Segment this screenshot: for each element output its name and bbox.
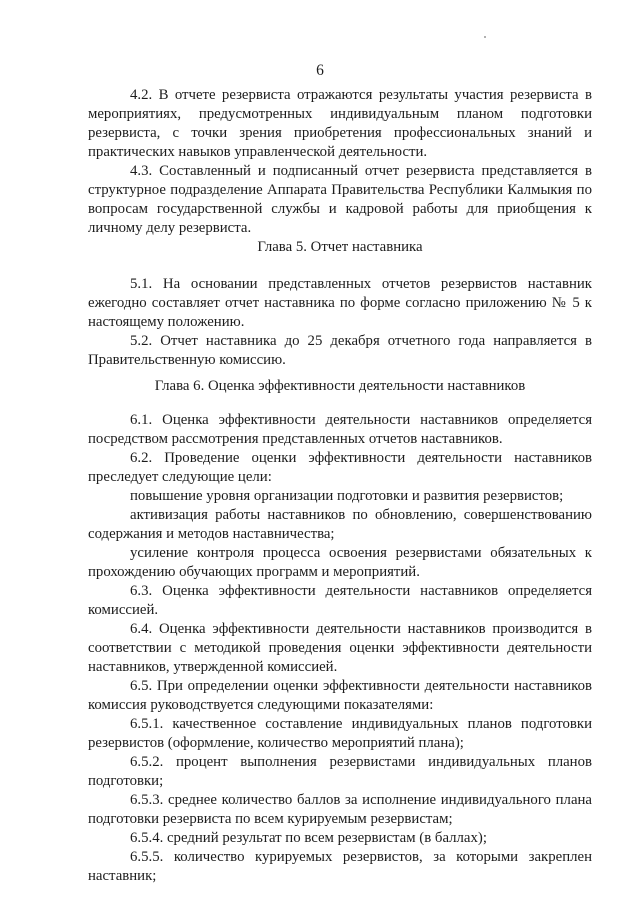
page-number: 6 [316,62,324,79]
paragraph-6-3: 6.3. Оценка эффективности деятельности наставников определяется комиссией. [88,583,592,618]
paragraph-6-5-2: 6.5.2. процент выполнения резервистами индивидуальных планов подготовки; [88,754,592,789]
paragraph-6-5-3: 6.5.3. среднее количество баллов за исполнение индивидуального плана подготовки резервиста по всем курируемым резервистам; [88,792,592,827]
paragraph-6-5-1: 6.5.1. качественное составление индивидуальных планов подготовки резервистов (оформление, количество мероприятий плана); [88,716,592,751]
paragraph-6-1: 6.1. Оценка эффективности деятельности наставников определяется посредством рассмотрения представленных отчетов наставников. [88,412,592,447]
chapter-5 [88,238,592,257]
paragraph-4-3: 4.3. Составленный и подписанный отчет резервиста представляется в структурное подразделение Аппарата Правительства Республики Калмыкия по вопросам государственной службы и кадровой работы для приобщения к личному делу резервиста. [88,163,592,236]
scan-speck [484,36,486,38]
paragraph-5-2: 5.2. Отчет наставника до 25 декабря отчетного года направляется в Правительственную комиссию. [88,333,592,368]
paragraph-6-5-4: 6.5.4. средний результат по всем резервистам (в баллах); [130,830,487,846]
chapter-6-body [88,411,592,886]
paragraph-6-5: 6.5. При определении оценки эффективности деятельности наставников комиссия руководствуется следующими показателями: [88,678,592,713]
paragraph-6-5-5: 6.5.5. количество курируемых резервистов, за которыми закреплен наставник; [88,849,592,884]
paragraph-6-2: 6.2. Проведение оценки эффективности деятельности наставников преследует следующие цели: [88,450,592,485]
section-4 [88,86,592,238]
chapter-6 [88,377,592,396]
chapter-5-title: Глава 5. Отчет наставника [257,239,423,255]
paragraph-4-2: 4.2. В отчете резервиста отражаются результаты участия резервиста в мероприятиях, предусмотренных индивидуальным планом подготовки резервиста, с точки зрения приобретения профессиональных знаний и практических навыков управленческой деятельности. [88,87,592,160]
goal-item-2: активизация работы наставников по обновлению, совершенствованию содержания и методов наставничества; [88,507,592,542]
paragraph-5-1: 5.1. На основании представленных отчетов резервистов наставник ежегодно составляет отчет наставника по форме согласно приложению № 5 к настоящему положению. [88,276,592,330]
chapter-6-title: Глава 6. Оценка эффективности деятельности наставников [154,378,526,394]
paragraph-6-4: 6.4. Оценка эффективности деятельности наставников производится в соответствии с методикой проведения оценки эффективности деятельности наставников, утвержденной комиссией. [88,621,592,675]
chapter-5-body [88,275,592,370]
goal-item-3: усиление контроля процесса освоения резервистами обязательных к прохождению обучающих программ и мероприятий. [88,545,592,580]
goal-item-1: повышение уровня организации подготовки и развития резервистов; [130,488,564,504]
